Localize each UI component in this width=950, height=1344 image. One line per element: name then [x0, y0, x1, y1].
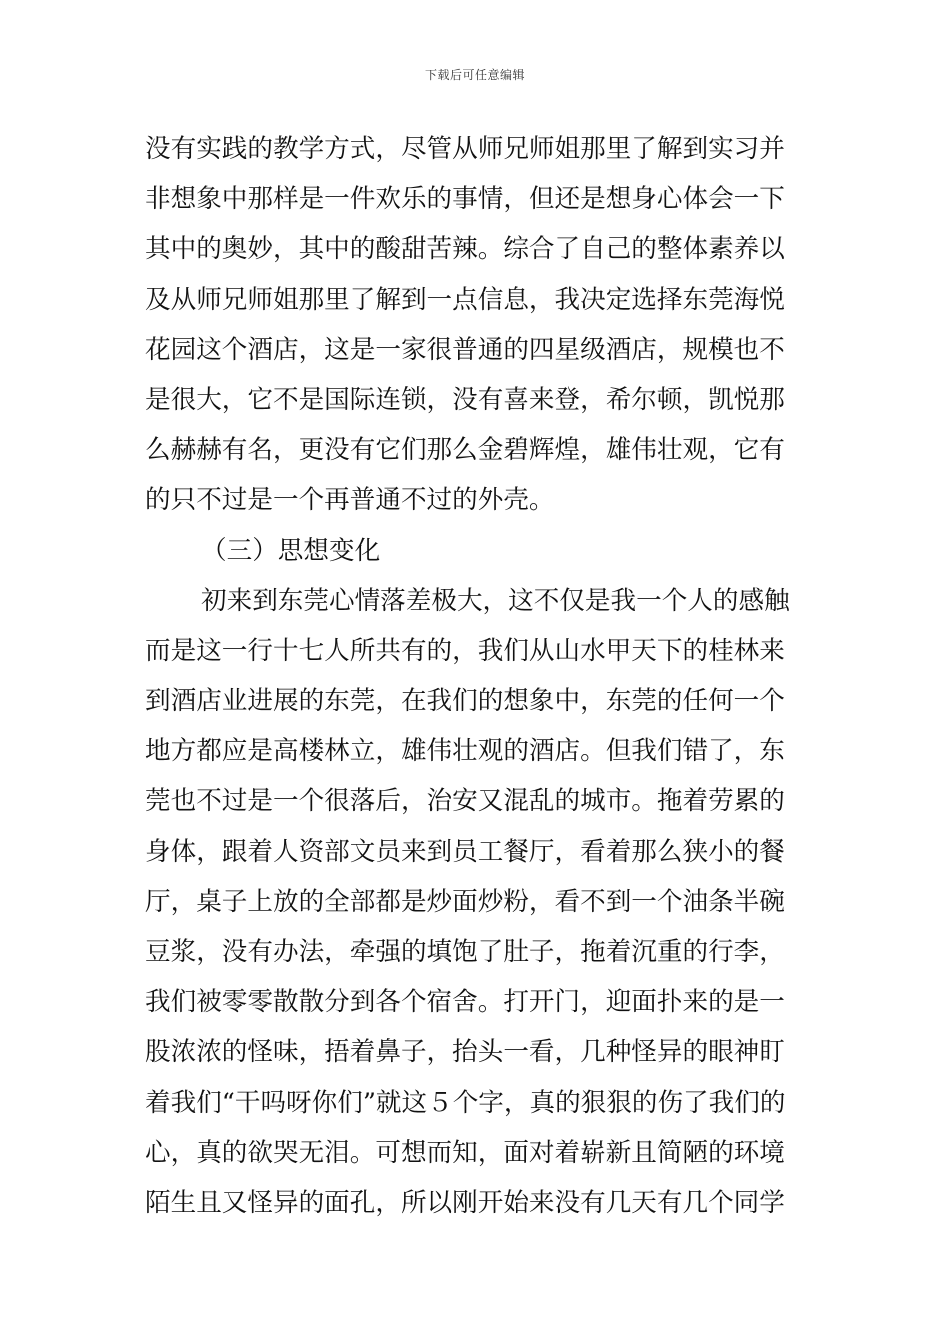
page-header: 下载后可任意编辑: [424, 68, 525, 82]
text-line: 么赫赫有名，更没有它们那么金碧辉煌，雄伟壮观，它有: [145, 435, 785, 466]
text-line: 我们被零零散散分到各个宿舍。打开门，迎面扑来的是一: [145, 987, 785, 1018]
text-line: 地方都应是高楼林立，雄伟壮观的酒店。但我们错了，东: [145, 736, 785, 767]
text-line: 非想象中那样是一件欢乐的事情，但还是想身心体会一下: [145, 184, 785, 215]
text-line: 到酒店业进展的东莞，在我们的想象中，东莞的任何一个: [145, 686, 785, 717]
text-line: 厅，桌子上放的全部都是炒面炒粉，看不到一个油条半碗: [145, 886, 785, 917]
text-line: 没有实践的教学方式，尽管从师兄师姐那里了解到实习并: [145, 134, 785, 164]
document-body: [145, 124, 810, 1228]
text-line: 身体，跟着人资部文员来到员工餐厅，看着那么狭小的餐: [145, 836, 785, 867]
text-line: 着我们“干吗呀你们”就这５个字，真的狠狠的伤了我们的: [145, 1087, 786, 1118]
text-line: 及从师兄师姐那里了解到一点信息，我决定选择东莞海悦: [145, 284, 785, 315]
text-line: 花园这个酒店，这是一家很普通的四星级酒店，规模也不: [145, 334, 785, 365]
text-line: 陌生且又怪异的面孔，所以刚开始来没有几天有几个同学: [145, 1187, 785, 1218]
text-line: 心，真的欲哭无泪。可想而知，面对着崭新且简陋的环境: [145, 1137, 785, 1168]
text-line: 是很大，它不是国际连锁，没有喜来登，希尔顿，凯悦那: [145, 384, 785, 415]
text-line: 莞也不过是一个很落后，治安又混乱的城市。拖着劳累的: [145, 786, 785, 817]
text-line: 初来到东莞心情落差极大，这不仅是我一个人的感触: [201, 585, 790, 616]
text-line: 其中的奥妙，其中的酸甜苦辣。综合了自己的整体素养以: [145, 234, 785, 265]
text-line: 股浓浓的怪味，捂着鼻子，抬头一看，几种怪异的眼神盯: [145, 1037, 785, 1068]
text-line: 豆浆，没有办法，牵强的填饱了肚子，拖着沉重的行李，: [145, 937, 785, 967]
text-line: 的只不过是一个再普通不过的外壳。: [145, 485, 555, 516]
text-line: 而是这一行十七人所共有的，我们从山水甲天下的桂林来: [145, 635, 785, 666]
text-line: （三）思想变化: [201, 535, 381, 566]
